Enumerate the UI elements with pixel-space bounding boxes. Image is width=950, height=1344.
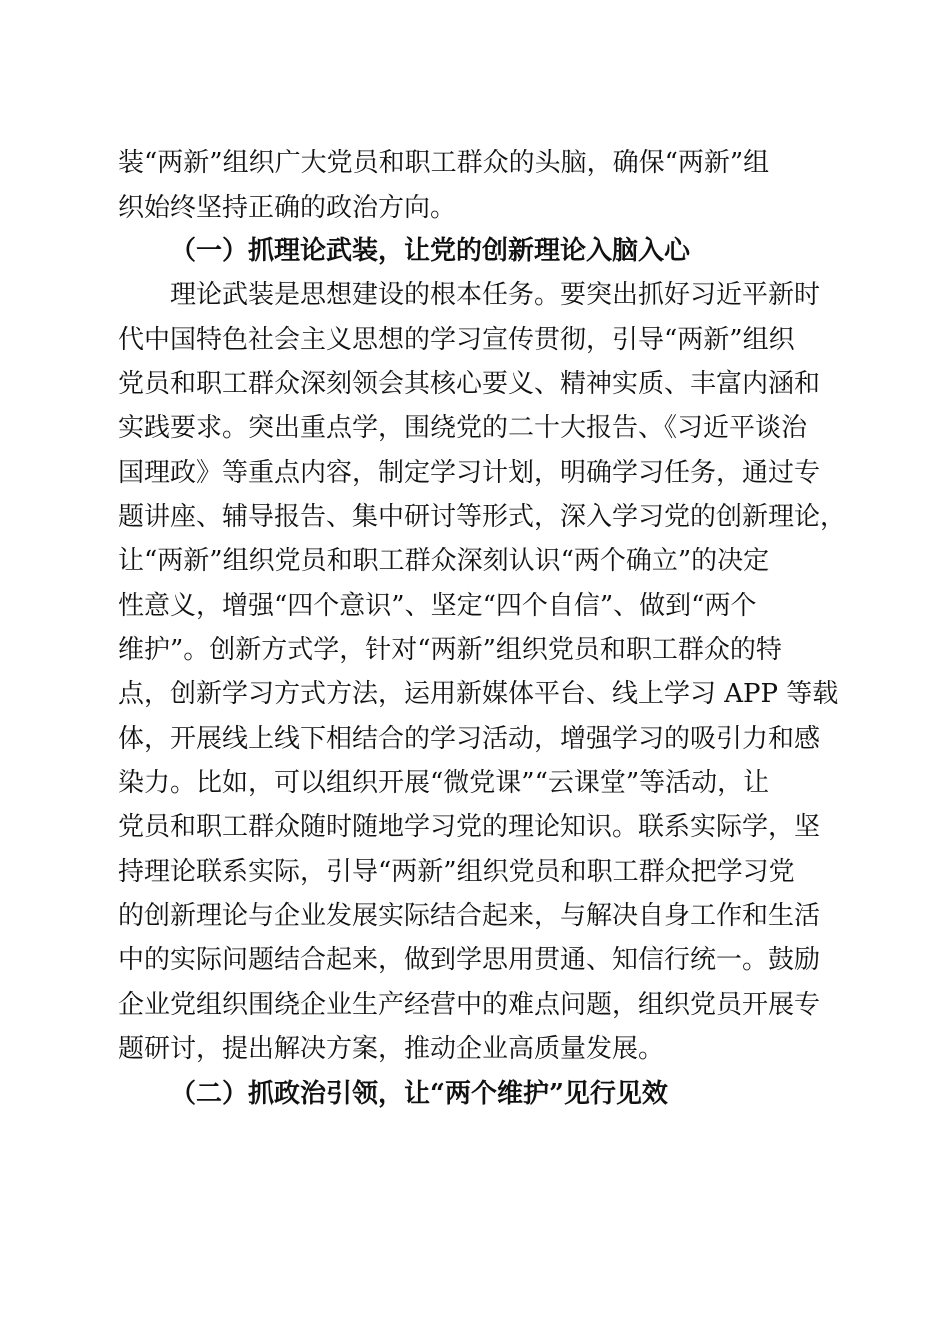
intro-line-2: 织始终坚持正确的政治方向。 <box>118 193 457 223</box>
section1-line-8: 性意义，增强“四个意识”、坚定“四个自信”、做到“两个 <box>118 591 757 621</box>
section1-line-15: 的创新理论与企业发展实际结合起来，与解决自身工作和生活 <box>118 901 821 931</box>
section1-line-9: 维护”。创新方式学，针对“两新”组织党员和职工群众的特 <box>118 635 782 665</box>
section1-line-12: 染力。比如，可以组织开展“微党课”“云课堂”等活动，让 <box>118 768 770 798</box>
section1-line-17: 企业党组织围绕企业生产经营中的难点问题，组织党员开展专 <box>118 990 821 1020</box>
section1-line-14: 持理论联系实际，引导“两新”组织党员和职工群众把学习党 <box>118 857 795 887</box>
section1-heading: （一）抓理论武装，让党的创新理论入脑入心 <box>170 236 691 266</box>
section1-line-5: 国理政》等重点内容，制定学习计划，明确学习任务，通过专 <box>118 458 821 488</box>
section1-line-18: 题研讨，提出解决方案，推动企业高质量发展。 <box>118 1034 665 1064</box>
section1-line-6: 题讲座、辅导报告、集中研讨等形式，深入学习党的创新理论， <box>118 502 847 532</box>
intro-line-1: 装“两新”组织广大党员和职工群众的头脑，确保“两新”组 <box>118 148 770 178</box>
section1-line-13: 党员和职工群众随时随地学习党的理论知识。联系实际学，坚 <box>118 812 821 842</box>
section1-line-7: 让“两新”组织党员和职工群众深刻认识“两个确立”的决定 <box>118 546 770 576</box>
section1-line-10: 点，创新学习方式方法，运用新媒体平台、线上学习 APP 等载 <box>118 679 839 709</box>
section1-line-11: 体，开展线上线下相结合的学习活动，增强学习的吸引力和感 <box>118 724 821 754</box>
section1-line-1: 理论武装是思想建设的根本任务。要突出抓好习近平新时 <box>170 280 821 310</box>
section2-heading: （二）抓政治引领，让“两个维护”见行见效 <box>170 1079 668 1109</box>
section1-line-2: 代中国特色社会主义思想的学习宣传贯彻，引导“两新”组织 <box>118 325 795 355</box>
section1-line-3: 党员和职工群众深刻领会其核心要义、精神实质、丰富内涵和 <box>118 369 821 399</box>
section1-line-4: 实践要求。突出重点学，围绕党的二十大报告、《习近平谈治 <box>118 413 808 443</box>
section1-line-16: 中的实际问题结合起来，做到学思用贯通、知信行统一。鼓励 <box>118 945 821 975</box>
